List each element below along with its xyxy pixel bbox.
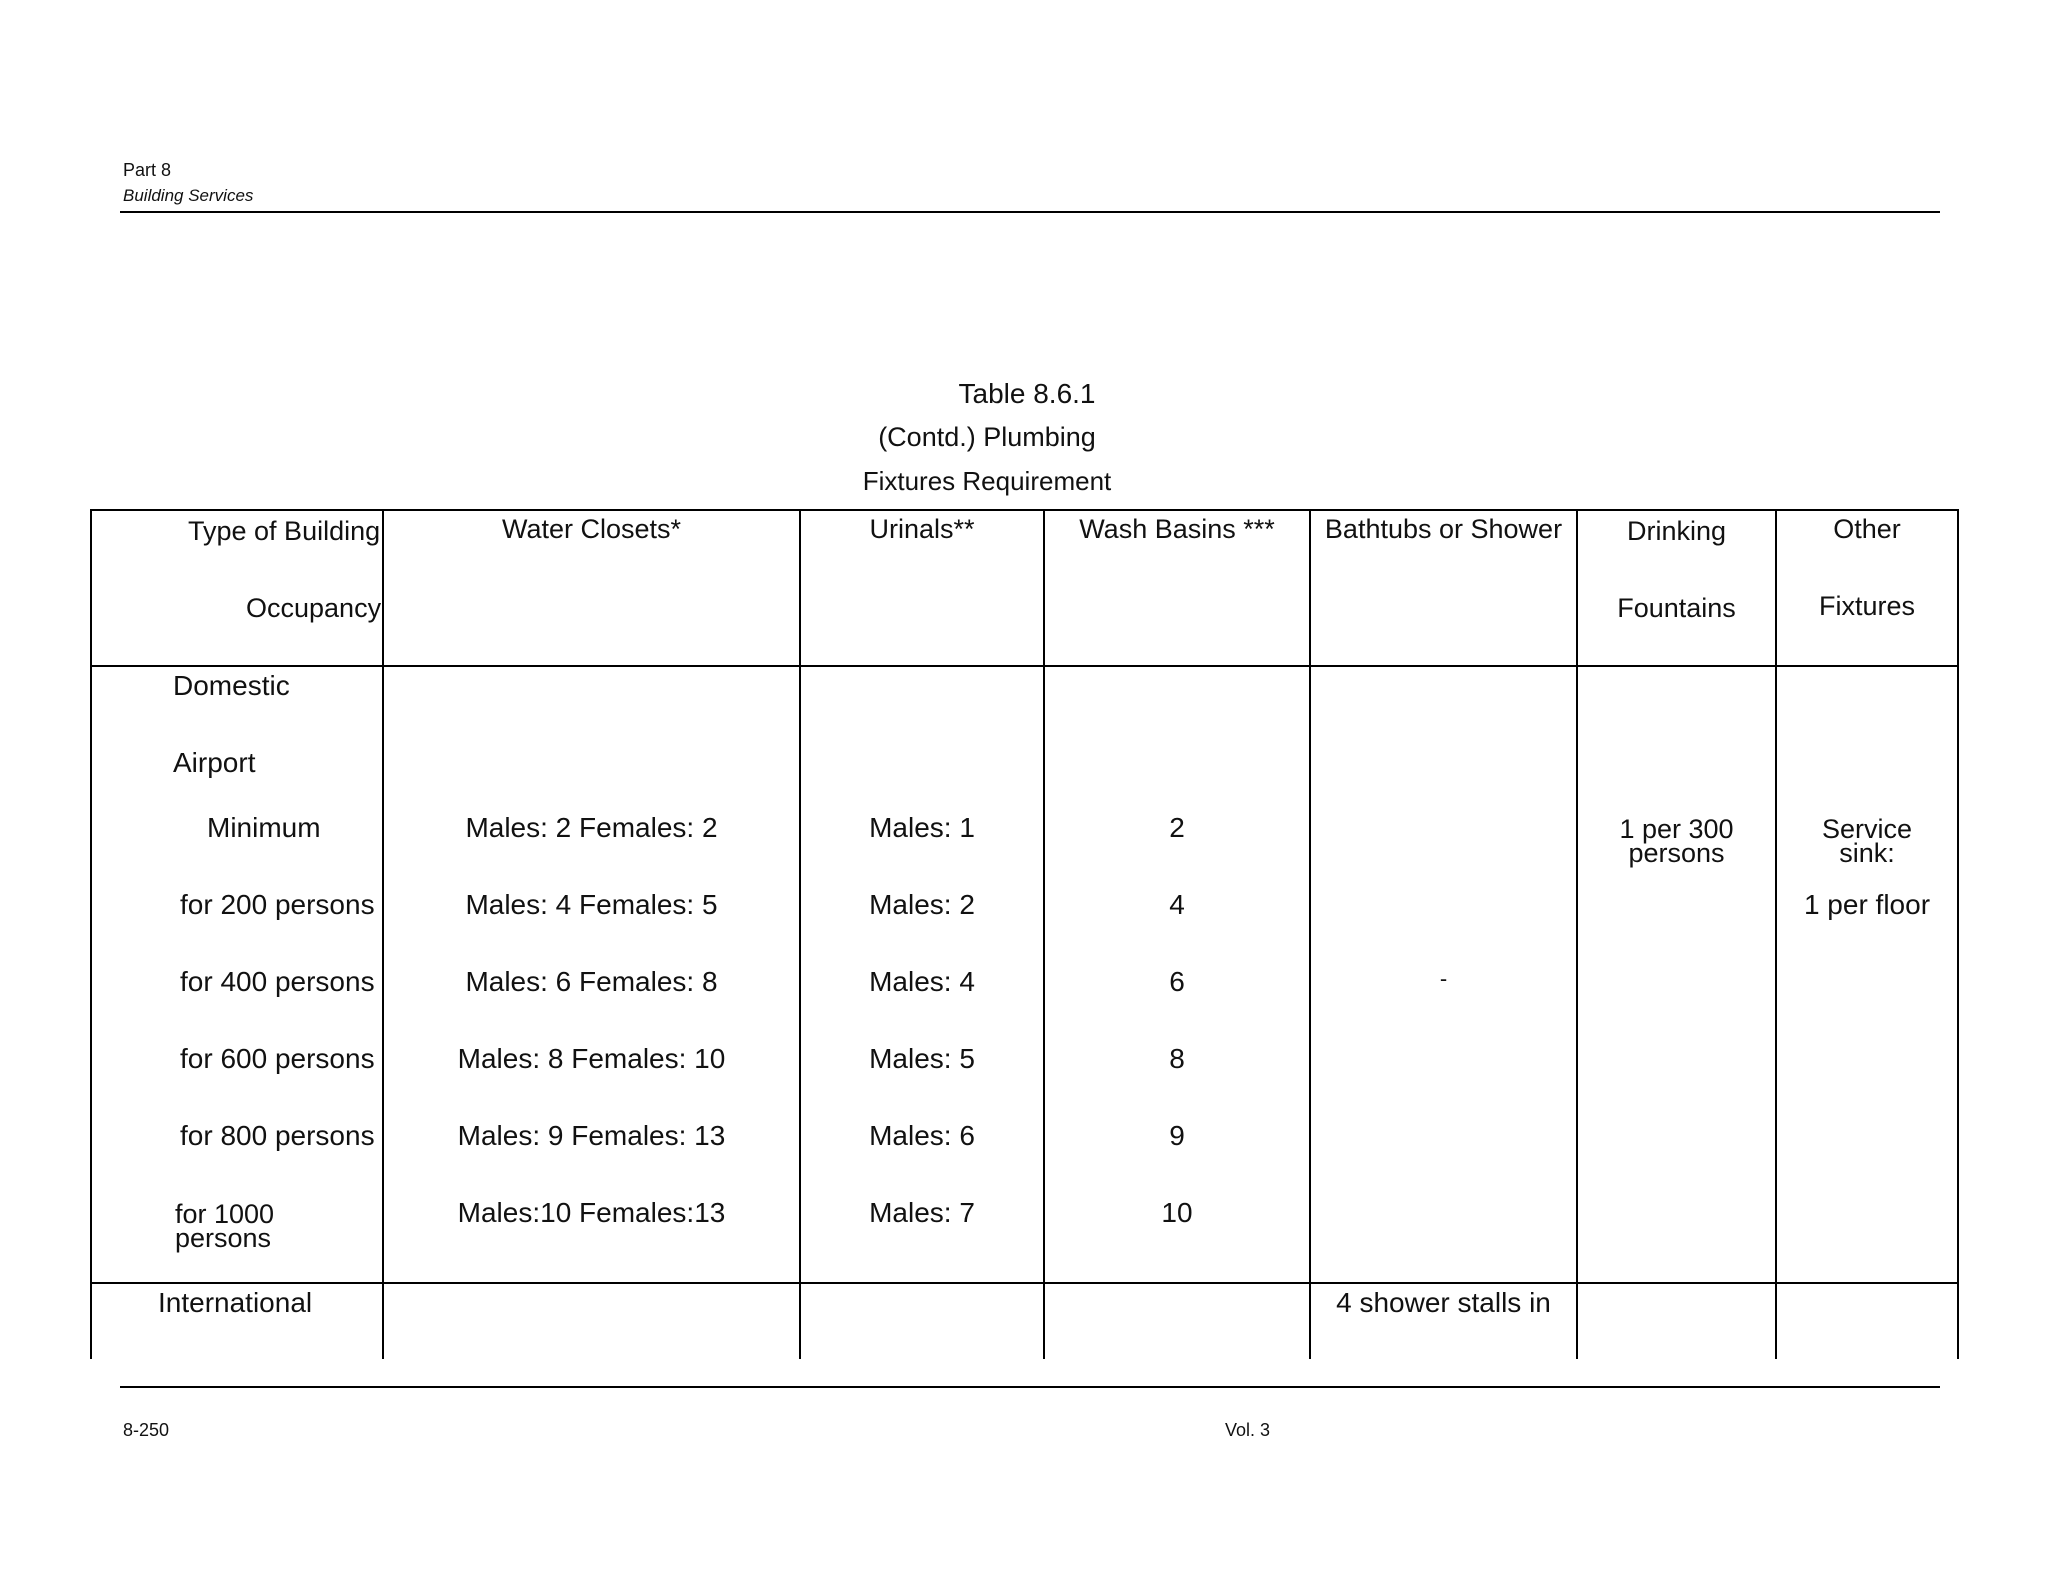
row-label: for 800 persons xyxy=(180,1120,375,1151)
row-label: Minimum xyxy=(207,812,321,843)
urinals-value: Males: 1 xyxy=(869,812,975,843)
column-divider xyxy=(1043,509,1045,1359)
header-drinking: Drinking xyxy=(1626,516,1727,546)
section-divider xyxy=(90,1282,1959,1284)
footer-rule xyxy=(120,1386,1940,1388)
table-title-continued: Fixtures Requirement xyxy=(862,466,1112,496)
table-border-top xyxy=(90,509,1959,511)
table-border-right xyxy=(1957,509,1959,1359)
drinking-fountains-value: 1 per 300 xyxy=(1619,814,1734,844)
row-label: for 1000 xyxy=(175,1199,275,1229)
page-number: 8-250 xyxy=(123,1420,170,1440)
other-fixtures-value: Service xyxy=(1821,814,1913,844)
water-closets-value: Males: 4 Females: 5 xyxy=(465,889,718,920)
water-closets-value: Males:10 Females:13 xyxy=(457,1197,726,1228)
wash-basins-value: 9 xyxy=(1169,1120,1185,1151)
header-occupancy: Occupancy xyxy=(246,593,382,623)
wash-basins-value: 8 xyxy=(1169,1043,1185,1074)
header-wash-basins: Wash Basins *** xyxy=(1079,514,1275,544)
wash-basins-value: 6 xyxy=(1169,966,1185,997)
drinking-fountains-value-continued: persons xyxy=(1628,838,1725,868)
column-divider xyxy=(1775,509,1777,1359)
other-fixtures-value-continued: 1 per floor xyxy=(1803,889,1931,920)
part-subtitle: Building Services xyxy=(123,186,254,205)
section-title-international: International xyxy=(158,1287,313,1318)
row-label: for 600 persons xyxy=(180,1043,375,1074)
header-other: Other xyxy=(1833,514,1901,544)
part-label: Part 8 xyxy=(123,160,172,180)
urinals-value: Males: 2 xyxy=(869,889,975,920)
table-border-left xyxy=(90,509,92,1359)
bathtubs-value: - xyxy=(1439,966,1448,991)
table-title: (Contd.) Plumbing xyxy=(878,422,1096,452)
column-divider xyxy=(799,509,801,1359)
row-label: for 200 persons xyxy=(180,889,375,920)
row-label-continued: persons xyxy=(175,1223,272,1253)
water-closets-value: Males: 8 Females: 10 xyxy=(457,1043,726,1074)
section-title-airport: Airport xyxy=(173,747,256,778)
wash-basins-value: 4 xyxy=(1169,889,1185,920)
row-label: for 400 persons xyxy=(180,966,375,997)
volume-label: Vol. 3 xyxy=(1225,1420,1271,1440)
water-closets-value: Males: 9 Females: 13 xyxy=(457,1120,726,1151)
urinals-value: Males: 6 xyxy=(869,1120,975,1151)
table-number: Table 8.6.1 xyxy=(958,378,1096,409)
header-urinals: Urinals** xyxy=(869,514,975,544)
header-type-of-building: Type of Building xyxy=(188,516,381,546)
water-closets-value: Males: 2 Females: 2 xyxy=(465,812,718,843)
water-closets-value: Males: 6 Females: 8 xyxy=(465,966,718,997)
header-water-closets: Water Closets* xyxy=(501,514,682,544)
header-fixtures: Fixtures xyxy=(1818,591,1916,621)
urinals-value: Males: 5 xyxy=(869,1043,975,1074)
bathtubs-value: 4 shower stalls in xyxy=(1336,1287,1551,1318)
header-bathtubs-or-shower: Bathtubs or Shower xyxy=(1324,514,1563,544)
wash-basins-value: 10 xyxy=(1161,1197,1193,1228)
section-title-domestic: Domestic xyxy=(173,670,290,701)
column-divider xyxy=(1576,509,1578,1359)
urinals-value: Males: 4 xyxy=(869,966,975,997)
header-rule xyxy=(120,211,1940,213)
header-divider xyxy=(90,665,1959,667)
urinals-value: Males: 7 xyxy=(869,1197,975,1228)
header-fountains: Fountains xyxy=(1617,593,1736,623)
column-divider xyxy=(1309,509,1311,1359)
other-fixtures-value-continued: sink: xyxy=(1839,838,1895,868)
column-divider xyxy=(382,509,384,1359)
wash-basins-value: 2 xyxy=(1169,812,1185,843)
